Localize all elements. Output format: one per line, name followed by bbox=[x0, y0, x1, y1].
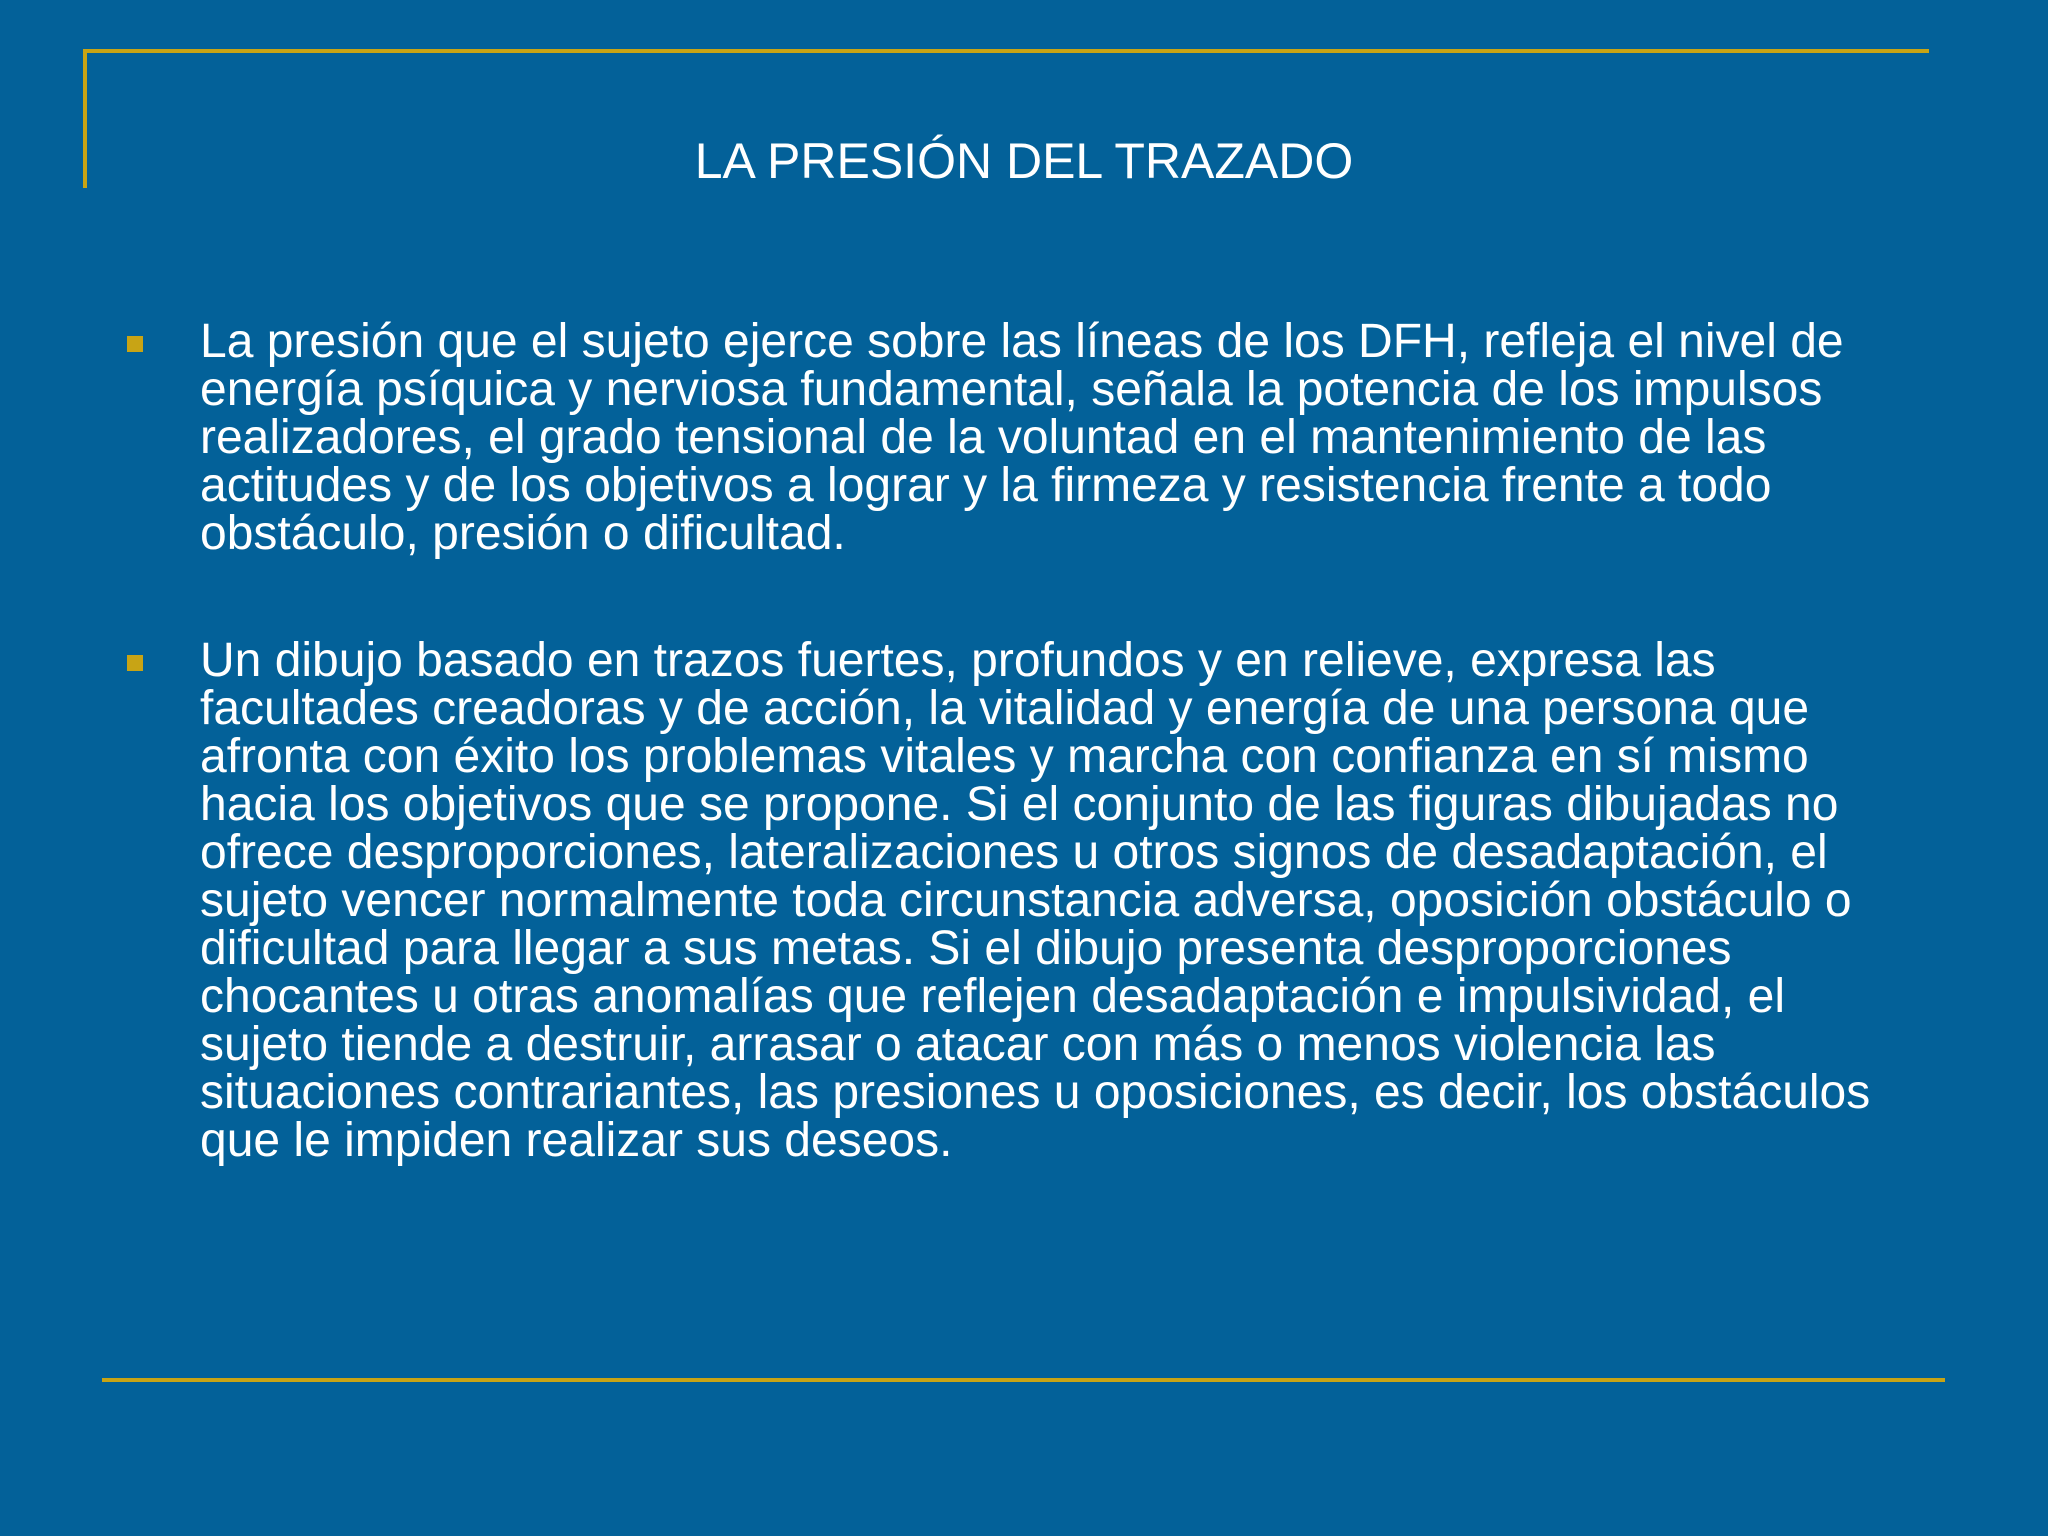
bullet-text: La presión que el sujeto ejerce sobre las líneas de los DFH, refleja el nivel de energía psíquica y nerviosa fundamental, señala la potencia de los impulsos realizadores, el grado tensional de la voluntad en el mantenimiento de las actitudes y de los objetivos a lograr y la firmeza y resistencia frente a todo obstáculo, presión o dificultad. bbox=[200, 315, 1844, 560]
bottom-accent-rule bbox=[102, 1378, 1945, 1382]
square-bullet-icon bbox=[127, 336, 143, 352]
bullet-list bbox=[125, 315, 1925, 1167]
bullet-item bbox=[125, 315, 1925, 560]
top-accent-rule bbox=[84, 49, 1929, 53]
bullet-text: Un dibujo basado en trazos fuertes, profundos y en relieve, expresa las facultades creadoras y de acción, la vitalidad y energía de una persona que afronta con éxito los problemas vitales y marcha con confianza en sí mismo hacia los objetivos que se propone. Si el conjunto de las figuras dibujadas no ofrece desproporciones, lateralizaciones u otros signos de desadaptación, el sujeto vencer normalmente toda circunstancia adversa, oposición obstáculo o dificultad para llegar a sus metas. Si el dibujo presenta desproporciones chocantes u otras anomalías que reflejen desadaptación e impulsividad, el sujeto tiende a destruir, arrasar o atacar con más o menos violencia las situaciones contrariantes, las presiones u oposiciones, es decir, los obstáculos que le impiden realizar sus deseos. bbox=[200, 634, 1871, 1167]
bullet-item bbox=[125, 634, 1925, 1167]
square-bullet-icon bbox=[127, 655, 143, 671]
slide-title: LA PRESIÓN DEL TRAZADO bbox=[694, 133, 1354, 189]
